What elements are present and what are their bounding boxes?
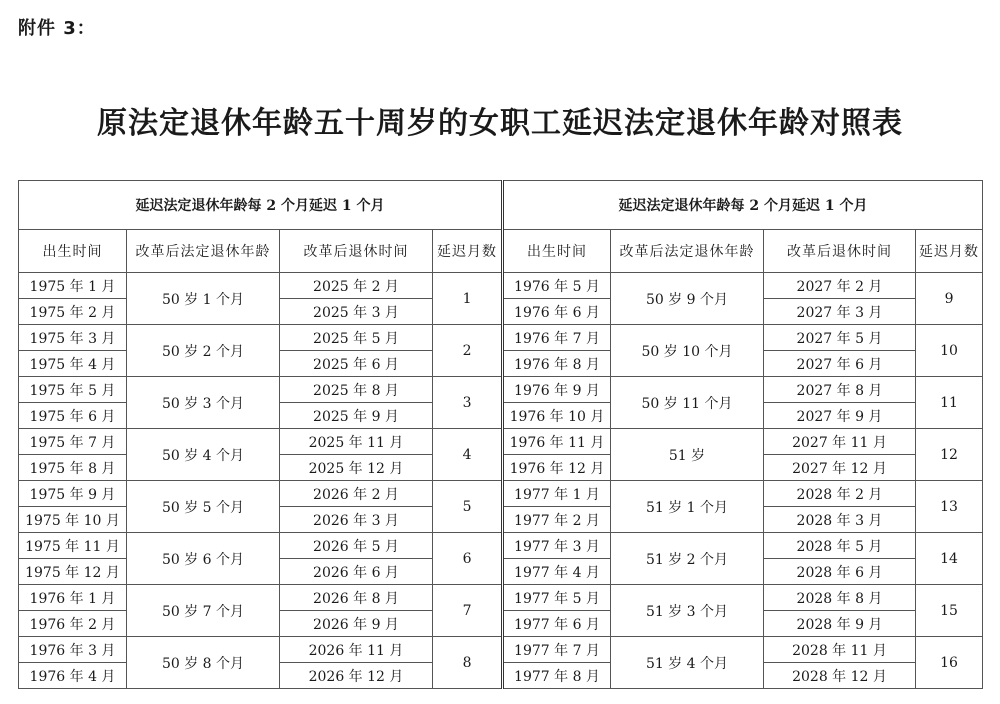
table-row <box>503 533 983 559</box>
birth-date-cell: 1976 年 10 月 <box>503 403 611 429</box>
table-left <box>18 180 502 689</box>
retirement-date-cell: 2025 年 6 月 <box>280 351 433 377</box>
retirement-date-cell: 2027 年 11 月 <box>764 429 916 455</box>
delay-months-cell: 4 <box>433 429 502 481</box>
retirement-date-cell: 2028 年 11 月 <box>764 637 916 663</box>
retirement-date-cell: 2025 年 11 月 <box>280 429 433 455</box>
birth-date-cell: 1977 年 7 月 <box>503 637 611 663</box>
retirement-date-cell: 2026 年 8 月 <box>280 585 433 611</box>
retirement-age-cell: 50 岁 3 个月 <box>127 377 280 429</box>
retirement-date-cell: 2028 年 5 月 <box>764 533 916 559</box>
retirement-date-cell: 2026 年 6 月 <box>280 559 433 585</box>
retirement-date-cell: 2028 年 6 月 <box>764 559 916 585</box>
birth-date-cell: 1976 年 1 月 <box>19 585 127 611</box>
retirement-age-cell: 50 岁 9 个月 <box>611 273 764 325</box>
retirement-date-cell: 2027 年 3 月 <box>764 299 916 325</box>
birth-date-cell: 1977 年 6 月 <box>503 611 611 637</box>
retirement-age-cell: 50 岁 5 个月 <box>127 481 280 533</box>
column-header: 延迟月数 <box>433 230 502 273</box>
retirement-date-cell: 2025 年 8 月 <box>280 377 433 403</box>
column-header: 出生时间 <box>19 230 127 273</box>
retirement-age-cell: 50 岁 2 个月 <box>127 325 280 377</box>
retirement-date-cell: 2026 年 9 月 <box>280 611 433 637</box>
retirement-date-cell: 2028 年 12 月 <box>764 663 916 689</box>
birth-date-cell: 1976 年 9 月 <box>503 377 611 403</box>
birth-date-cell: 1977 年 8 月 <box>503 663 611 689</box>
table-row <box>503 325 983 351</box>
birth-date-cell: 1975 年 9 月 <box>19 481 127 507</box>
retirement-age-cell: 50 岁 6 个月 <box>127 533 280 585</box>
retirement-age-cell: 51 岁 4 个月 <box>611 637 764 689</box>
column-header: 出生时间 <box>503 230 611 273</box>
retirement-age-cell: 51 岁 <box>611 429 764 481</box>
retirement-date-cell: 2027 年 9 月 <box>764 403 916 429</box>
retirement-date-cell: 2025 年 2 月 <box>280 273 433 299</box>
birth-date-cell: 1976 年 3 月 <box>19 637 127 663</box>
birth-date-cell: 1975 年 1 月 <box>19 273 127 299</box>
page-title: 原法定退休年龄五十周岁的女职工延迟法定退休年龄对照表 <box>97 106 903 141</box>
delay-months-cell: 11 <box>916 377 983 429</box>
birth-date-cell: 1976 年 4 月 <box>19 663 127 689</box>
table-row <box>19 533 502 559</box>
retirement-age-cell: 51 岁 3 个月 <box>611 585 764 637</box>
table-row <box>19 481 502 507</box>
retirement-date-cell: 2027 年 12 月 <box>764 455 916 481</box>
table-header-row <box>19 230 502 273</box>
delay-months-cell: 6 <box>433 533 502 585</box>
delay-months-cell: 16 <box>916 637 983 689</box>
birth-date-cell: 1976 年 5 月 <box>503 273 611 299</box>
birth-date-cell: 1976 年 2 月 <box>19 611 127 637</box>
retirement-date-cell: 2025 年 12 月 <box>280 455 433 481</box>
retirement-age-cell: 50 岁 8 个月 <box>127 637 280 689</box>
birth-date-cell: 1977 年 4 月 <box>503 559 611 585</box>
table-header-row <box>503 230 983 273</box>
table-row <box>503 481 983 507</box>
retirement-date-cell: 2027 年 6 月 <box>764 351 916 377</box>
table-caption: 延迟法定退休年龄每 2 个月延迟 1 个月 <box>19 181 502 230</box>
birth-date-cell: 1976 年 12 月 <box>503 455 611 481</box>
retirement-date-cell: 2026 年 11 月 <box>280 637 433 663</box>
table-row <box>503 637 983 663</box>
birth-date-cell: 1975 年 3 月 <box>19 325 127 351</box>
birth-date-cell: 1977 年 5 月 <box>503 585 611 611</box>
retirement-date-cell: 2026 年 12 月 <box>280 663 433 689</box>
delay-months-cell: 15 <box>916 585 983 637</box>
retirement-age-cell: 51 岁 1 个月 <box>611 481 764 533</box>
table-row <box>19 585 502 611</box>
retirement-age-cell: 50 岁 4 个月 <box>127 429 280 481</box>
attachment-label: 附件 3： <box>18 18 96 39</box>
table-row <box>19 325 502 351</box>
delay-months-cell: 12 <box>916 429 983 481</box>
birth-date-cell: 1977 年 3 月 <box>503 533 611 559</box>
table-row <box>503 273 983 299</box>
delay-months-cell: 10 <box>916 325 983 377</box>
delay-months-cell: 14 <box>916 533 983 585</box>
birth-date-cell: 1975 年 12 月 <box>19 559 127 585</box>
retirement-age-cell: 50 岁 7 个月 <box>127 585 280 637</box>
table-caption-row <box>503 181 983 230</box>
retirement-date-cell: 2028 年 9 月 <box>764 611 916 637</box>
birth-date-cell: 1976 年 7 月 <box>503 325 611 351</box>
birth-date-cell: 1975 年 8 月 <box>19 455 127 481</box>
retirement-date-cell: 2028 年 2 月 <box>764 481 916 507</box>
delay-months-cell: 3 <box>433 377 502 429</box>
retirement-date-cell: 2025 年 9 月 <box>280 403 433 429</box>
retirement-date-cell: 2026 年 5 月 <box>280 533 433 559</box>
delay-months-cell: 9 <box>916 273 983 325</box>
comparison-tables <box>18 180 982 688</box>
birth-date-cell: 1976 年 6 月 <box>503 299 611 325</box>
table-row <box>503 429 983 455</box>
delay-months-cell: 8 <box>433 637 502 689</box>
retirement-date-cell: 2027 年 2 月 <box>764 273 916 299</box>
column-header: 改革后退休时间 <box>280 230 433 273</box>
column-header: 改革后退休时间 <box>764 230 916 273</box>
delay-months-cell: 7 <box>433 585 502 637</box>
table-row <box>503 377 983 403</box>
retirement-date-cell: 2026 年 3 月 <box>280 507 433 533</box>
table-row <box>19 377 502 403</box>
table-caption-row <box>19 181 502 230</box>
retirement-date-cell: 2025 年 3 月 <box>280 299 433 325</box>
table-row <box>19 429 502 455</box>
column-header: 改革后法定退休年龄 <box>127 230 280 273</box>
birth-date-cell: 1975 年 6 月 <box>19 403 127 429</box>
table-row <box>19 273 502 299</box>
table-right <box>501 180 983 689</box>
delay-months-cell: 5 <box>433 481 502 533</box>
retirement-date-cell: 2026 年 2 月 <box>280 481 433 507</box>
retirement-date-cell: 2027 年 5 月 <box>764 325 916 351</box>
birth-date-cell: 1976 年 11 月 <box>503 429 611 455</box>
birth-date-cell: 1975 年 10 月 <box>19 507 127 533</box>
birth-date-cell: 1975 年 4 月 <box>19 351 127 377</box>
birth-date-cell: 1975 年 2 月 <box>19 299 127 325</box>
table-row <box>503 585 983 611</box>
table-row <box>19 637 502 663</box>
retirement-age-cell: 50 岁 10 个月 <box>611 325 764 377</box>
birth-date-cell: 1976 年 8 月 <box>503 351 611 377</box>
birth-date-cell: 1975 年 11 月 <box>19 533 127 559</box>
retirement-date-cell: 2028 年 3 月 <box>764 507 916 533</box>
birth-date-cell: 1977 年 2 月 <box>503 507 611 533</box>
delay-months-cell: 13 <box>916 481 983 533</box>
column-header: 改革后法定退休年龄 <box>611 230 764 273</box>
delay-months-cell: 2 <box>433 325 502 377</box>
column-header: 延迟月数 <box>916 230 983 273</box>
retirement-date-cell: 2027 年 8 月 <box>764 377 916 403</box>
birth-date-cell: 1977 年 1 月 <box>503 481 611 507</box>
retirement-age-cell: 50 岁 1 个月 <box>127 273 280 325</box>
table-caption: 延迟法定退休年龄每 2 个月延迟 1 个月 <box>503 181 983 230</box>
retirement-age-cell: 51 岁 2 个月 <box>611 533 764 585</box>
birth-date-cell: 1975 年 7 月 <box>19 429 127 455</box>
retirement-date-cell: 2028 年 8 月 <box>764 585 916 611</box>
retirement-date-cell: 2025 年 5 月 <box>280 325 433 351</box>
delay-months-cell: 1 <box>433 273 502 325</box>
birth-date-cell: 1975 年 5 月 <box>19 377 127 403</box>
retirement-age-cell: 50 岁 11 个月 <box>611 377 764 429</box>
